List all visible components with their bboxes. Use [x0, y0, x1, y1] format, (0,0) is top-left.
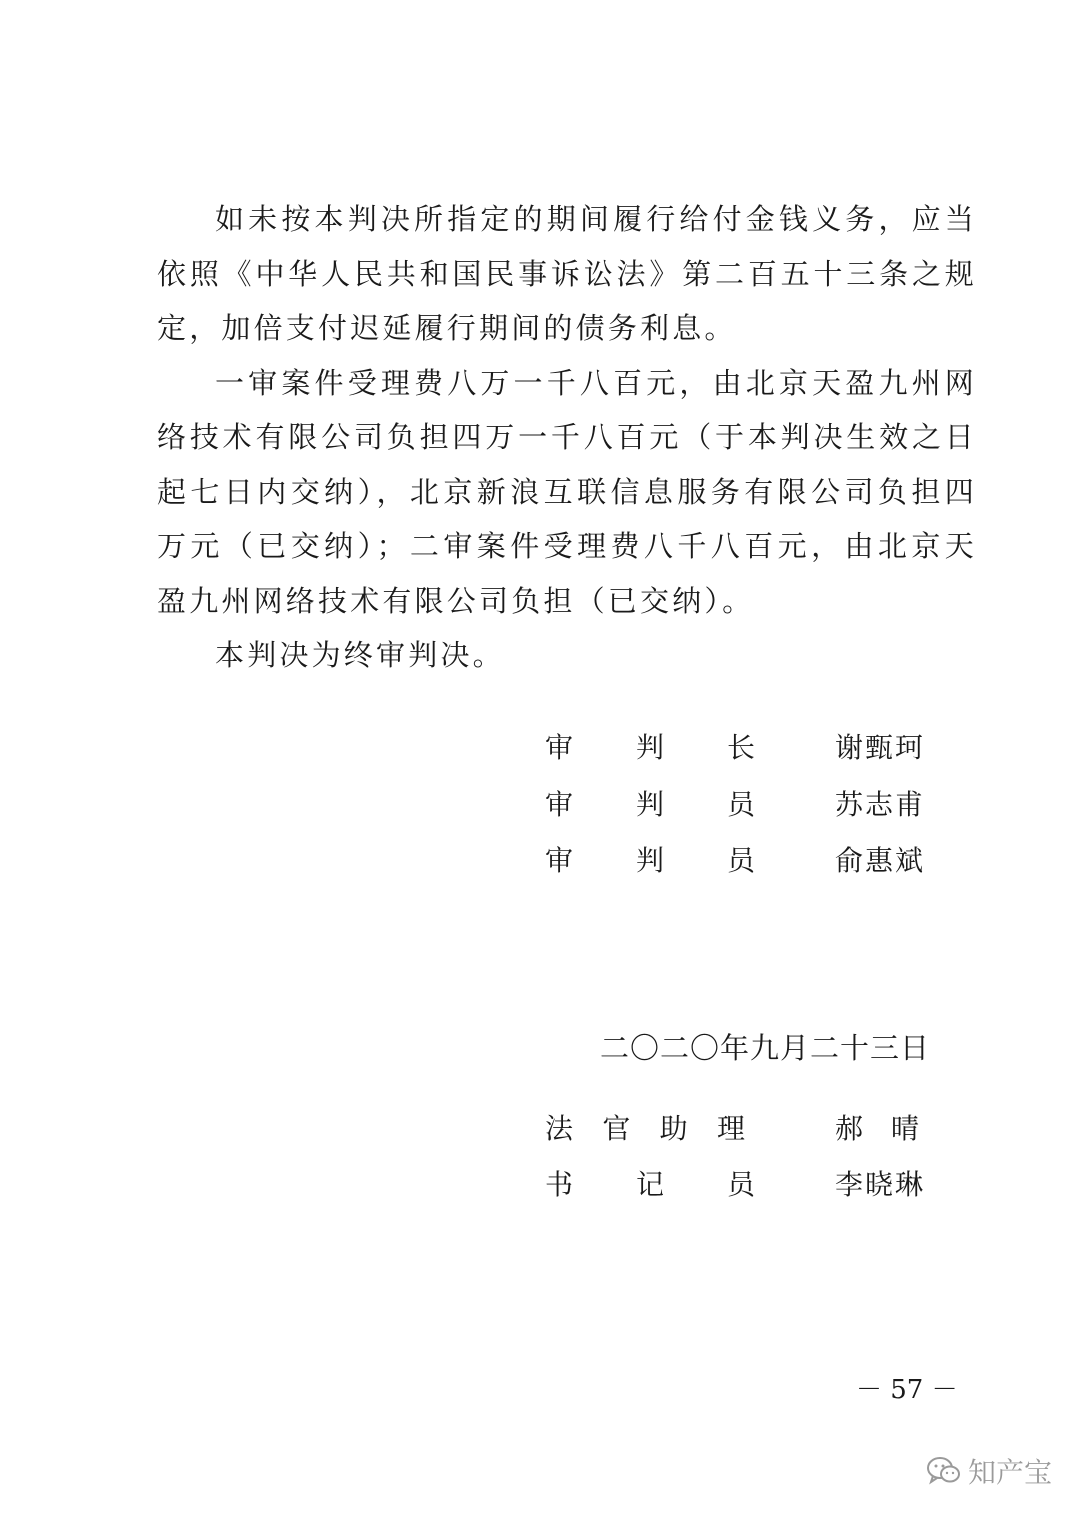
judgment-body: [157, 192, 977, 683]
signature-judge-2: [545, 841, 965, 881]
signer-name: 郝 晴: [835, 1112, 920, 1145]
wechat-icon: [926, 1455, 962, 1487]
signature-clerk: [545, 1165, 965, 1205]
role-label: 书 记 员: [545, 1168, 755, 1201]
role-label: 法 官 助 理: [545, 1112, 745, 1145]
signer-name: 谢甄珂: [835, 731, 926, 764]
paragraph-fees: 一审案件受理费八万一千八百元，由北京天盈九州网络技术有限公司负担四万一千八百元（于本判决生效之日起七日内交纳），北京新浪互联信息服务有限公司负担四万元（已交纳）；二审案件受理费八千八百元，由北京天盈九州网络技术有限公司负担（已交纳）。: [157, 365, 977, 618]
paragraph-interest: 如未按本判决所指定的期间履行给付金钱义务，应当依照《中华人民共和国民事诉讼法》第二百五十三条之规定，加倍支付迟延履行期间的债务利息。: [157, 202, 977, 345]
paragraph-final: 本判决为终审判决。: [215, 638, 505, 672]
signer-name: 李晓琳: [835, 1168, 926, 1201]
role-label: 审 判 长: [545, 731, 755, 764]
signature-presiding-judge: [545, 728, 965, 768]
judgment-date: 二〇二〇年九月二十三日: [600, 1031, 931, 1065]
watermark-text: 知产宝: [968, 1456, 1053, 1489]
signer-name: 苏志甫: [835, 788, 926, 821]
role-label: 审 判 员: [545, 788, 755, 821]
signature-judge-1: [545, 785, 965, 825]
signature-judge-assistant: [545, 1109, 965, 1149]
watermark: [926, 1451, 1052, 1491]
signer-name: 俞惠斌: [835, 844, 926, 877]
role-label: 审 判 员: [545, 844, 755, 877]
page-number: － 57 －: [856, 1375, 958, 1405]
